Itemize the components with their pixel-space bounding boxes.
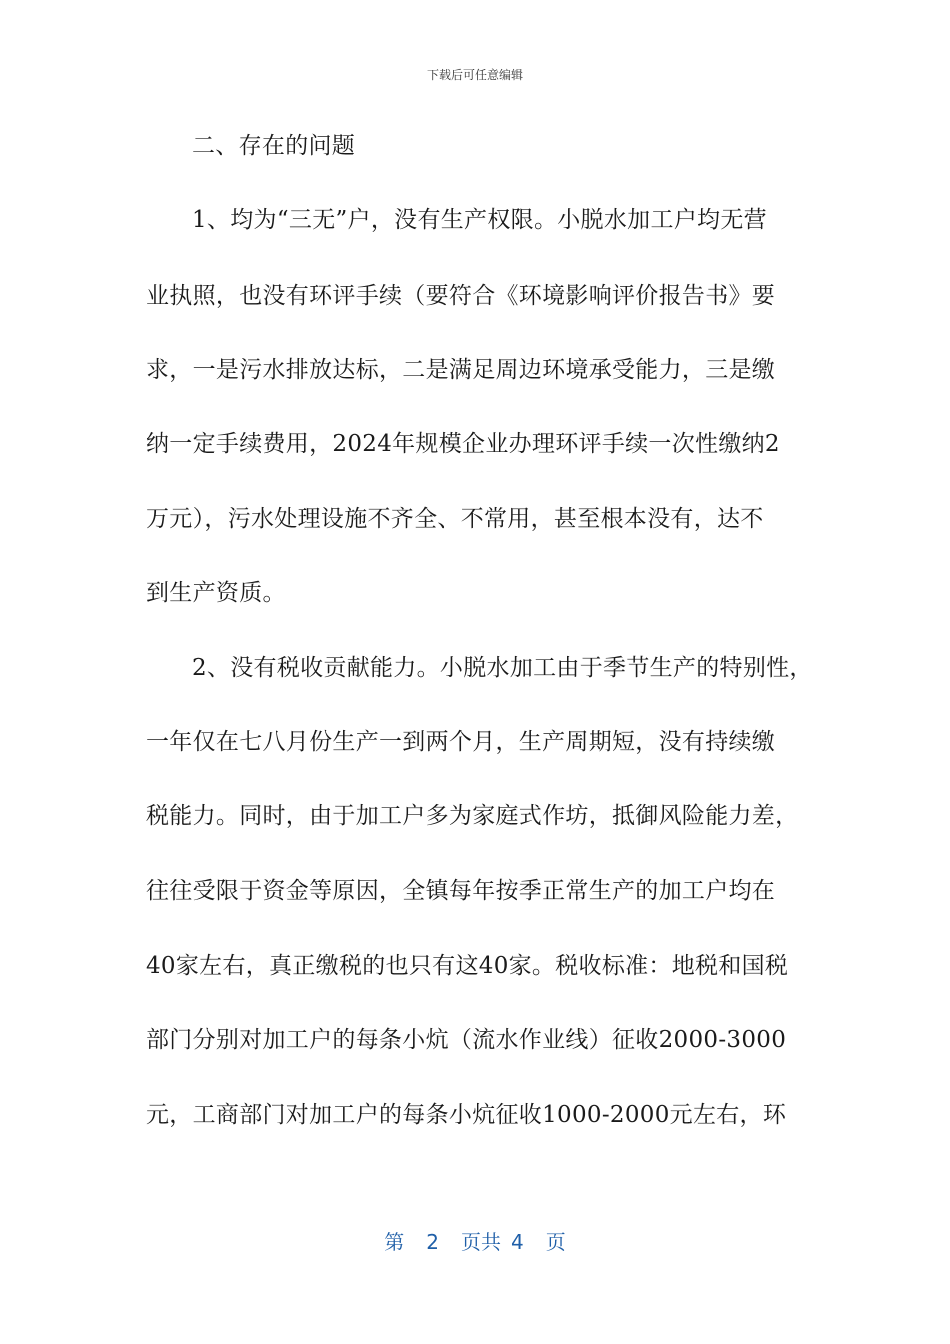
total-pages-number: 4	[511, 1230, 524, 1254]
section-heading: 二、存在的问题	[192, 133, 356, 159]
paragraph-line: 40家左右，真正缴税的也只有这40家。税收标准：地税和国税	[146, 953, 789, 979]
footer-prefix: 第	[384, 1230, 405, 1254]
paragraph-line: 部门分别对加工户的每条小炕（流水作业线）征收2000-3000	[146, 1027, 787, 1053]
footer-middle: 页共	[461, 1230, 501, 1254]
paragraph-line: 一年仅在七八月份生产一到两个月，生产周期短，没有持续缴	[146, 729, 776, 755]
header-note: 下载后可任意编辑	[426, 68, 523, 82]
page-number-footer	[0, 1226, 950, 1255]
paragraph-line: 到生产资质。	[146, 580, 286, 606]
paragraph-line: 万元），污水处理设施不齐全、不常用，甚至根本没有，达不	[146, 506, 764, 532]
paragraph-line: 2、没有税收贡献能力。小脱水加工由于季节生产的特别性，	[192, 655, 813, 681]
footer-suffix: 页	[545, 1230, 566, 1254]
paragraph-line: 纳一定手续费用，2024年规模企业办理环评手续一次性缴纳2	[146, 431, 780, 457]
current-page-number: 2	[426, 1230, 439, 1254]
paragraph-line: 业执照，也没有环评手续（要符合《环境影响评价报告书》要	[146, 283, 776, 309]
paragraph-line: 元，工商部门对加工户的每条小炕征收1000-2000元左右，环	[146, 1102, 787, 1128]
paragraph-line: 税能力。同时，由于加工户多为家庭式作坊，抵御风险能力差，	[146, 803, 799, 829]
paragraph-line: 求，一是污水排放达标，二是满足周边环境承受能力，三是缴	[146, 357, 776, 383]
paragraph-line: 1、均为“三无”户，没有生产权限。小脱水加工户均无营	[192, 207, 767, 233]
paragraph-line: 往往受限于资金等原因，全镇每年按季正常生产的加工户均在	[146, 878, 776, 904]
